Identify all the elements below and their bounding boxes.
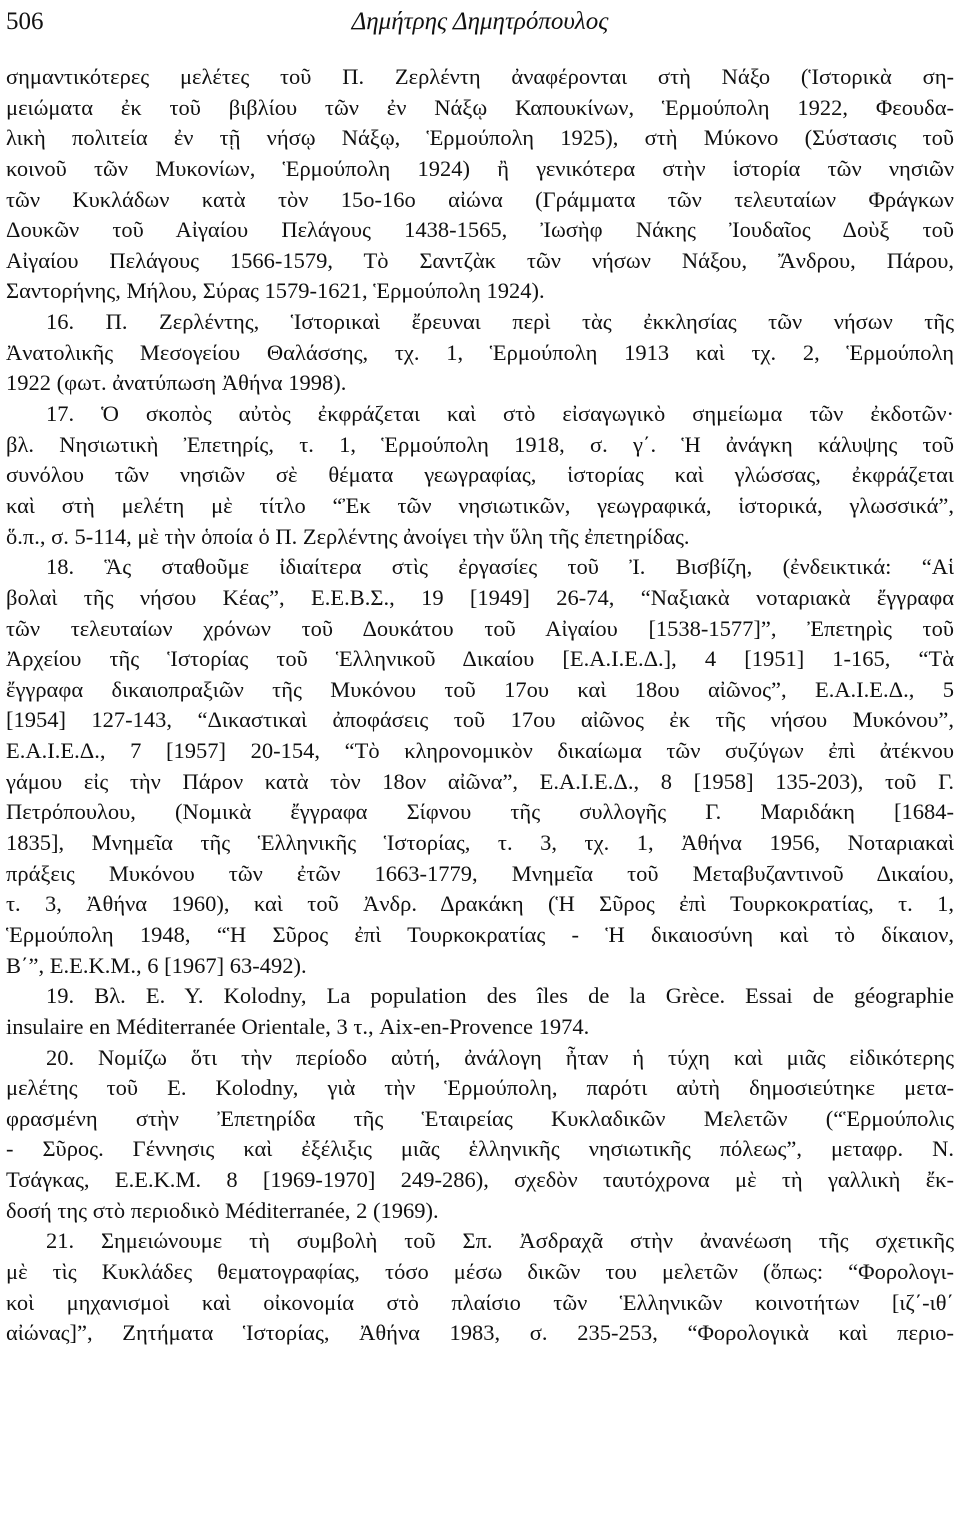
- text-line: Ἑρμούπολη 1948, “Ἡ Σῦρος ἐπὶ Τουρκοκρατίας - Ἡ δικαιοσύνη καὶ τὸ δίκαιον,: [6, 921, 954, 947]
- text-line: δοσή της στὸ περιοδικὸ Méditerranée, 2 (1969).: [6, 1197, 439, 1223]
- running-head: Δημήτρης Δημητρόπουλος: [351, 8, 609, 35]
- text-line: τῶν Κυκλάδων κατὰ τὸν 15ο-16ο αἰώνα (Γράμματα τῶν τελευταίων Φράγκων: [6, 186, 954, 212]
- footnotes-body: [6, 62, 954, 1349]
- footnote-16-start: 16. Π. Ζερλέντης, Ἱστορικαὶ ἔρευναι περὶ τὰς ἐκκλησίας τῶν νήσων τῆς: [46, 309, 954, 335]
- text-line: Ἀρχείου τῆς Ἱστορίας τοῦ Ἑλληνικοῦ Δικαίου [Ε.Α.Ι.Ε.Δ.], 4 [1951] 1-165, “Τὰ: [6, 646, 954, 672]
- text-line: γάμου εἰς τὴν Πάρον κατὰ τὸν 18ον αἰῶνα”, Ε.Α.Ι.Ε.Δ., 8 [1958] 135-203), τοῦ Γ.: [6, 768, 954, 794]
- text-line: κοινοῦ τῶν Μυκονίων, Ἑρμούπολη 1924) ἢ γενικότερα στὴν ἱστορία τῶν νησιῶν: [6, 155, 954, 181]
- text-line: βολαὶ τῆς νήσου Κέας”, Ε.Ε.Β.Σ., 19 [1949] 26-74, “Ναξιακὰ νοταριακὰ ἔγγραφα: [6, 584, 954, 610]
- text-line: Ε.Α.Ι.Ε.Δ., 7 [1957] 20-154, “Τὸ κληρονομικὸν δικαίωμα τῶν συζύγων ἐπὶ ἀτέκνου: [6, 738, 954, 764]
- page-header: [6, 8, 954, 44]
- text-line: Τσάγκας, Ε.Ε.Κ.Μ. 8 [1969-1970] 249-286), σχεδὸν ταυτόχρονα μὲ τὴ γαλλικὴ ἔκ-: [6, 1167, 954, 1193]
- text-line: Β΄”, Ε.Ε.Κ.Μ., 6 [1967] 63-492).: [6, 952, 307, 978]
- text-line: καὶ στὴ μελέτη μὲ τίτλο “Ἐκ τῶν νησιωτικῶν, γεωγραφικά, ἱστορικά, γλωσσικά”,: [6, 492, 954, 518]
- text-line: κοὶ μηχανισμοὶ καὶ οἰκονομία στὸ πλαίσιο τῶν Ἑλληνικῶν κοινοτήτων [ιζ΄-ιθ΄: [6, 1289, 954, 1315]
- text-line: ἔγγραφα δικαιοπραξιῶν τῆς Μυκόνου τοῦ 17ου καὶ 18ου αἰῶνος”, Ε.Α.Ι.Ε.Δ., 5: [6, 676, 954, 702]
- text-line: ὅ.π., σ. 5-114, μὲ τὴν ὁποία ὁ Π. Ζερλέντης ἀνοίγει τὴν ὕλη τῆς ἐπετηρίδας.: [6, 523, 690, 549]
- text-line: λικὴ πολιτεία ἐν τῇ νήσῳ Νάξῳ, Ἑρμούπολη 1925), στὴ Μύκονο (Σύστασις τοῦ: [6, 125, 954, 151]
- footnote-21-start: 21. Σημειώνουμε τὴ συμβολὴ τοῦ Σπ. Ἀσδραχᾶ στὴν ἀνανέωση τῆς σχετικῆς: [46, 1228, 954, 1254]
- footnote-19-start: 19. Βλ. Ε. Υ. Kolodny, La population des îles de la Grèce. Essai de géographie: [46, 983, 954, 1009]
- text-line: συνόλου τῶν νησιῶν σὲ θέματα γεωγραφίας, ἱστορίας καὶ γλώσσας, ἐκφράζεται: [6, 462, 954, 488]
- text-line: μειώματα ἐκ τοῦ βιβλίου τῶν ἐν Νάξῳ Καπουκίνων, Ἑρμούπολη 1922, Φεουδα-: [6, 94, 954, 120]
- page-number: 506: [6, 8, 44, 35]
- text-line: 1835], Μνημεῖα τῆς Ἑλληνικῆς Ἱστορίας, τ. 3, τχ. 1, Ἀθήνα 1956, Νοταριακαὶ: [6, 830, 954, 856]
- footnote-17-start: 17. Ὁ σκοπὸς αὐτὸς ἐκφράζεται καὶ στὸ εἰσαγωγικὸ σημείωμα τῶν ἐκδοτῶν·: [46, 401, 954, 427]
- text-line: Πετρόπουλου, (Νομικὰ ἔγγραφα Σίφνου τῆς συλλογῆς Γ. Μαριδάκη [1684-: [6, 799, 954, 825]
- text-line: - Σῦρος. Γέννησις καὶ ἐξέλιξις μιᾶς ἑλληνικῆς νησιωτικῆς πόλεως”, μεταφρ. Ν.: [6, 1136, 954, 1162]
- text-line: μὲ τὶς Κυκλάδες θεματογραφίας, τόσο μέσω δικῶν του μελετῶν (ὅπως: “Φορολογι-: [6, 1258, 954, 1284]
- text-line: 1922 (φωτ. ἀνατύπωση Ἀθήνα 1998).: [6, 370, 347, 396]
- text-line: Σαντορήνης, Μήλου, Σύρας 1579-1621, Ἑρμούπολη 1924).: [6, 278, 545, 304]
- text-line: τ. 3, Ἀθήνα 1960), καὶ τοῦ Ἀνδρ. Δρακάκη (Ἡ Σῦρος ἐπὶ Τουρκοκρατίας, τ. 1,: [6, 891, 954, 917]
- text-line: Αἰγαίου Πελάγους 1566-1579, Τὸ Σαντζὰκ τῶν νήσων Νάξου, Ἄνδρου, Πάρου,: [6, 247, 954, 273]
- text-line: τῶν τελευταίων χρόνων τοῦ Δουκάτου τοῦ Αἰγαίου [1538-1577]”, Ἐπετηρὶς τοῦ: [6, 615, 954, 641]
- text-line: Ἀνατολικῆς Μεσογείου Θαλάσσης, τχ. 1, Ἑρμούπολη 1913 καὶ τχ. 2, Ἑρμούπολη: [6, 339, 954, 365]
- text-line: φρασμένη στὴν Ἐπετηρίδα τῆς Ἑταιρείας Κυκλαδικῶν Μελετῶν (“Ἑρμούπολις: [6, 1105, 954, 1131]
- text-line: αἰώνας]”, Ζητήματα Ἱστορίας, Ἀθήνα 1983, σ. 235-253, “Φορολογικὰ καὶ περιο-: [6, 1320, 954, 1346]
- text-line: Δουκῶν τοῦ Αἰγαίου Πελάγους 1438-1565, Ἰωσὴφ Νάκης Ἰουδαῖος Δοὺξ τοῦ: [6, 217, 954, 243]
- text-line: μελέτης τοῦ Ε. Kolodny, γιὰ τὴν Ἑρμούπολη, παρότι αὐτὴ δημοσιεύτηκε μετα-: [6, 1075, 954, 1101]
- text-line: insulaire en Méditerranée Orientale, 3 τ., Aix-en-Provence 1974.: [6, 1013, 590, 1039]
- text-line: βλ. Νησιωτικὴ Ἐπετηρίς, τ. 1, Ἑρμούπολη 1918, σ. γ΄. Ἡ ἀνάγκη κάλυψης τοῦ: [6, 431, 954, 457]
- footnote-20-start: 20. Νομίζω ὅτι τὴν περίοδο αὐτή, ἀνάλογη ἦταν ἡ τύχη καὶ μιᾶς εἰδικότερης: [46, 1044, 954, 1070]
- text-line: πράξεις Μυκόνου τῶν ἐτῶν 1663-1779, Μνημεῖα τοῦ Μεταβυζαντινοῦ Δικαίου,: [6, 860, 954, 886]
- text-line: σημαντικότερες μελέτες τοῦ Π. Ζερλέντη ἀναφέρονται στὴ Νάξο (Ἱστορικὰ ση-: [6, 64, 954, 89]
- footnote-18-start: 18. Ἃς σταθοῦμε ἰδιαίτερα στὶς ἐργασίες τοῦ Ἰ. Βισβίζη, (ἐνδεικτικά: “Αἱ: [46, 554, 954, 580]
- text-line: [1954] 127-143, “Δικαστικαὶ ἀποφάσεις τοῦ 17ου αἰῶνος ἐκ τῆς νήσου Μυκόνου”,: [6, 707, 954, 733]
